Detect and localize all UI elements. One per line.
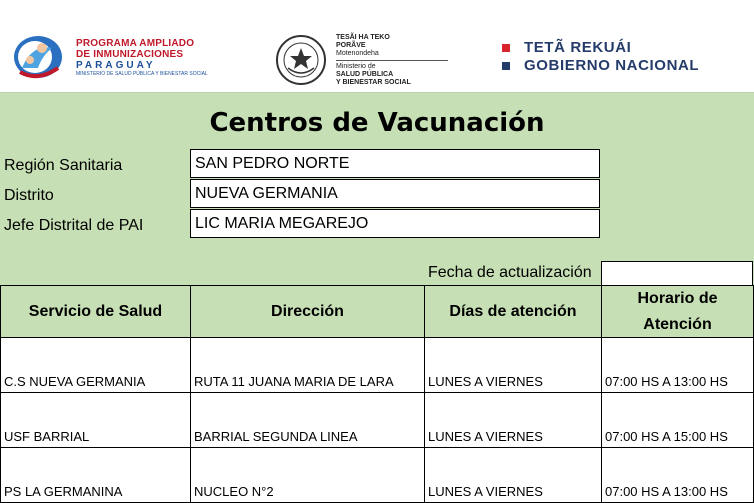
table-cell-horario[interactable]: 07:00 HS A 15:00 HS	[601, 392, 754, 448]
table-cell-dias[interactable]: LUNES A VIERNES	[424, 392, 602, 448]
red-square-icon	[502, 44, 510, 52]
gov-row-2	[502, 58, 742, 74]
ms-line-5: SALUD PÚBLICA	[336, 71, 394, 78]
table-cell-dias[interactable]: LUNES A VIERNES	[424, 447, 602, 503]
jefe-label: Jefe Distrital de PAI	[4, 217, 144, 234]
fecha-field[interactable]	[601, 261, 753, 286]
distrito-label: Distrito	[4, 187, 54, 204]
pai-line-2: DE INMUNIZACIONES	[76, 49, 184, 60]
header-direccion: Dirección	[190, 285, 425, 338]
pai-line-4: MINISTERIO DE SALUD PÚBLICA Y BIENESTAR SOCIAL	[76, 71, 208, 77]
blue-square-icon	[502, 62, 510, 70]
table-cell-servicio[interactable]: PS LA GERMANINA	[0, 447, 191, 503]
table-cell-horario[interactable]: 07:00 HS A 13:00 HS	[601, 447, 754, 503]
pai-line-3: PARAGUAY	[76, 60, 156, 71]
ministerio-text	[336, 34, 448, 87]
table-cell-direccion[interactable]: RUTA 11 JUANA MARIA DE LARA	[190, 337, 425, 393]
table-cell-horario[interactable]: 07:00 HS A 13:00 HS	[601, 337, 754, 393]
region-field[interactable]: SAN PEDRO NORTE	[190, 149, 600, 178]
national-seal-icon	[274, 34, 330, 86]
ms-line-6: Y BIENESTAR SOCIAL	[336, 79, 411, 86]
jefe-field[interactable]: LIC MARIA MEGAREJO	[190, 209, 600, 238]
ms-line-2: PORÃVE	[336, 42, 366, 49]
logo-banner	[0, 0, 754, 93]
ms-divider	[336, 60, 448, 61]
gobierno-logo	[502, 40, 742, 74]
ministerio-logo	[274, 34, 454, 86]
header-servicio: Servicio de Salud	[0, 285, 191, 338]
region-label: Región Sanitaria	[4, 157, 123, 174]
pai-line-1: PROGRAMA AMPLIADO	[76, 38, 195, 49]
header-dias: Días de atención	[424, 285, 602, 338]
table-cell-servicio[interactable]: C.S NUEVA GERMANIA	[0, 337, 191, 393]
ms-line-3: Motenondeha	[336, 50, 379, 57]
ms-line-1: TESÃI HA TEKO	[336, 34, 390, 41]
table-cell-dias[interactable]: LUNES A VIERNES	[424, 337, 602, 393]
header-horario: Horario de Atención	[601, 285, 754, 338]
pai-logo	[12, 30, 232, 82]
table-cell-servicio[interactable]: USF BARRIAL	[0, 392, 191, 448]
gov-line-2: GOBIERNO NACIONAL	[524, 57, 700, 74]
pai-logo-text	[76, 38, 208, 78]
gov-line-1: TETÃ REKUÁI	[524, 39, 632, 56]
pai-emblem-icon	[12, 34, 66, 80]
page-title: Centros de Vacunación	[209, 108, 545, 138]
table-cell-direccion[interactable]: BARRIAL SEGUNDA LINEA	[190, 392, 425, 448]
gov-row-1	[502, 40, 742, 56]
centros-table	[0, 285, 754, 503]
ms-line-4: Ministerio de	[336, 63, 376, 70]
table-cell-direccion[interactable]: NUCLEO N°2	[190, 447, 425, 503]
distrito-field[interactable]: NUEVA GERMANIA	[190, 179, 600, 208]
fecha-label: Fecha de actualización	[428, 264, 592, 281]
